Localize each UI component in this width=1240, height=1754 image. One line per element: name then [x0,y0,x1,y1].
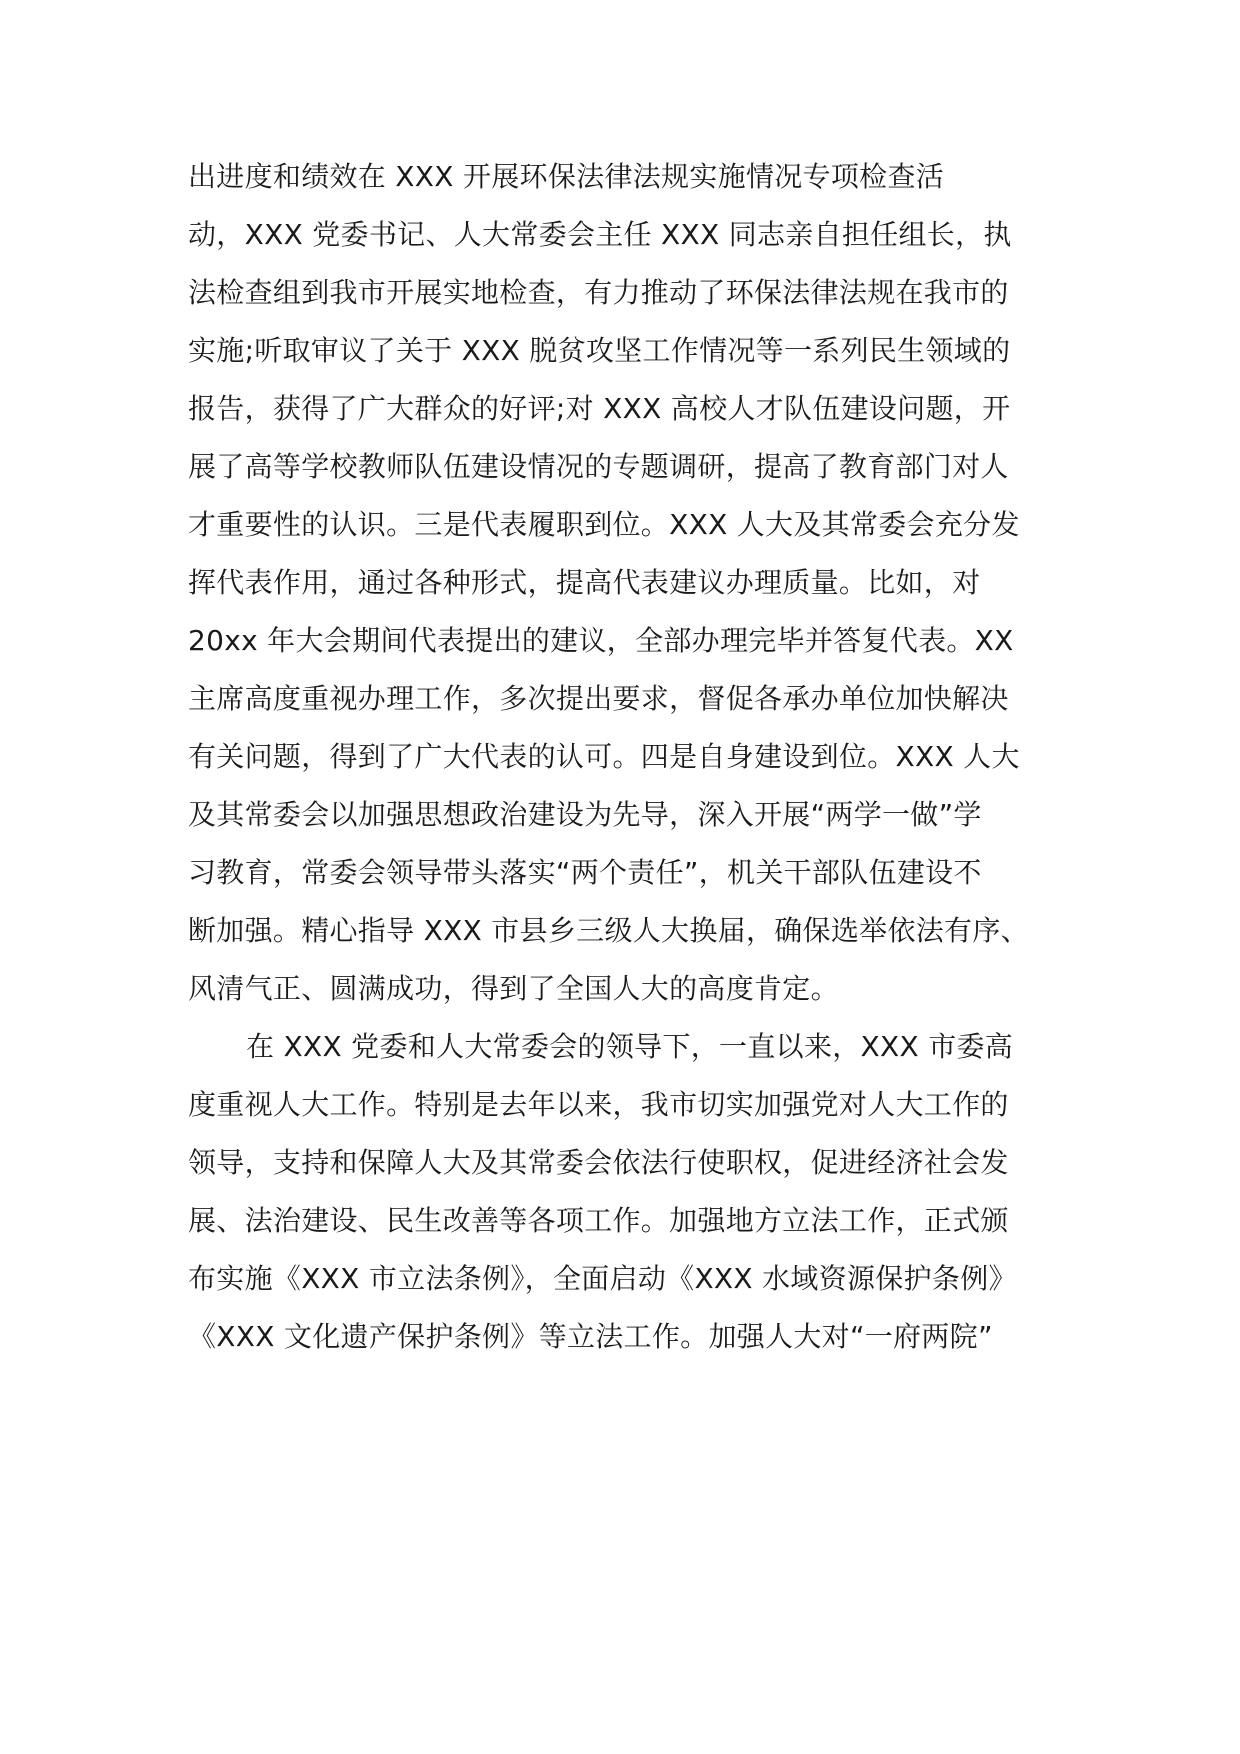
text-line-14: 断加强。精心指导 XXX 市县乡三级人大换届，确保选举依法有序、 [188,914,1029,947]
text-line-18: 领导，支持和保障人大及其常委会依法行使职权，促进经济社会发 [188,1146,1009,1179]
text-line-1: 出进度和绩效在 XXX 开展环保法律法规实施情况专项检查活 [188,160,945,193]
text-line-11: 有关问题，得到了广大代表的认可。四是自身建设到位。XXX 人大 [188,740,1020,773]
text-line-8: 挥代表作用，通过各种形式，提高代表建议办理质量。比如，对 [188,566,981,599]
text-line-2: 动，XXX 党委书记、人大常委会主任 XXX 同志亲自担任组长，执 [188,218,1012,251]
text-line-7: 才重要性的认识。三是代表履职到位。XXX 人大及其常委会充分发 [188,508,1020,541]
text-line-5: 报告，获得了广大群众的好评;对 XXX 高校人才队伍建设问题，开 [188,392,1011,425]
text-line-13: 习教育，常委会领导带头落实“两个责任”，机关干部队伍建设不 [188,856,982,889]
text-line-21: 《XXX 文化遗产保护条例》等立法工作。加强人大对“一府两院” [188,1320,993,1353]
text-line-4: 实施;听取审议了关于 XXX 脱贫攻坚工作情况等一系列民生领域的 [188,334,1011,367]
text-line-10: 主席高度重视办理工作，多次提出要求，督促各承办单位加快解决 [188,682,1009,715]
text-line-12: 及其常委会以加强思想政治建设为先导，深入开展“两学一做”学 [188,798,982,831]
text-line-19: 展、法治建设、民生改善等各项工作。加强地方立法工作，正式颁 [188,1204,1009,1237]
text-line-16: 在 XXX 党委和人大常委会的领导下，一直以来，XXX 市委高 [246,1030,1014,1063]
text-line-15: 风清气正、圆满成功，得到了全国人大的高度肯定。 [188,972,839,1005]
text-line-17: 度重视人大工作。特别是去年以来，我市切实加强党对人大工作的 [188,1088,1009,1121]
text-line-6: 展了高等学校教师队伍建设情况的专题调研，提高了教育部门对人 [188,450,1009,483]
text-line-20: 布实施《XXX 市立法条例》，全面启动《XXX 水域资源保护条例》 [188,1262,1017,1295]
text-line-3: 法检查组到我市开展实地检查，有力推动了环保法律法规在我市的 [188,276,1009,309]
text-line-9: 20xx 年大会期间代表提出的建议，全部办理完毕并答复代表。XX [188,624,1014,657]
